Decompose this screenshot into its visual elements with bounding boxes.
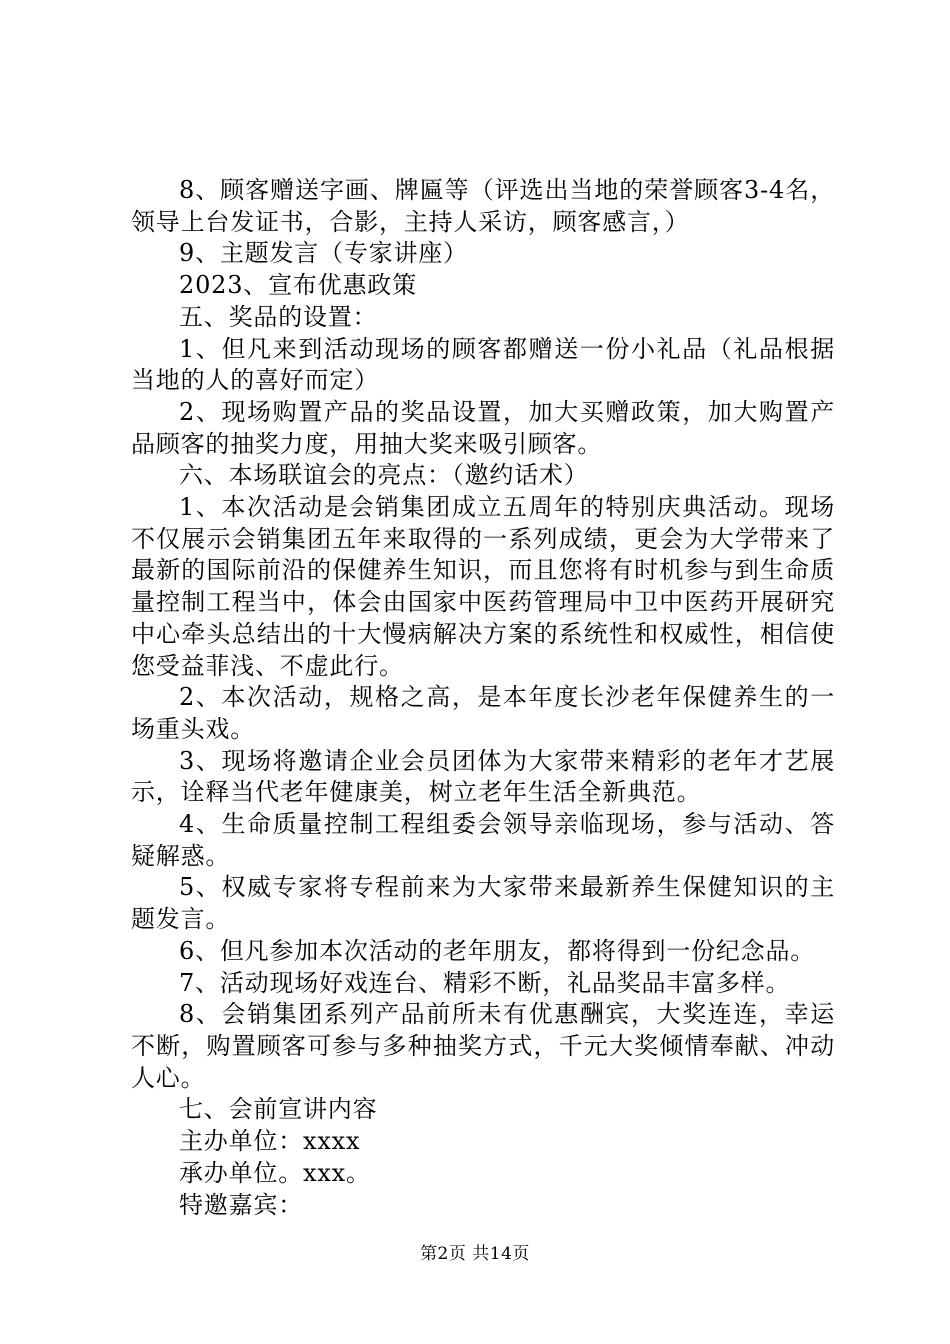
heading-prize-settings: 五、奖品的设置：	[179, 302, 378, 331]
paragraph-highlight-5: 5、权威专家将专程前来为大家带来最新养生保健知识的主题发言。	[131, 873, 835, 934]
paragraph-organizer: 主办单位：xxxx	[179, 1127, 361, 1156]
paragraph-keynote: 9、主题发言（专家讲座）	[179, 239, 468, 268]
paragraph-highlight-3: 3、现场将邀请企业会员团体为大家带来精彩的老年才艺展示，诠释当代老年健康美，树立老年生活全新典范。	[131, 746, 835, 807]
paragraph-highlight-7: 7、活动现场好戏连台、精彩不断，礼品奖品丰富多样。	[179, 968, 791, 997]
paragraph-highlight-1: 1、本次活动是会销集团成立五周年的特别庆典活动。现场不仅展示会销集团五年来取得的一系列成绩，更会为大学带来了最新的国际前沿的保健养生知识，而且您将有时机参与到生命质量控制工程当中，体会由国家中医药管理局中卫中医药开展研究中心牵头总结出的十大慢病解决方案的系统性和权威性，相信使您受益菲浅、不虚此行。	[131, 493, 835, 680]
page-number-footer: 第2页 共14页	[420, 1244, 530, 1264]
paragraph-prize-2: 2、现场购置产品的奖品设置，加大买赠政策，加大购置产品顾客的抽奖力度，用抽大奖来吸引顾客。	[131, 397, 835, 458]
paragraph-highlight-2: 2、本次活动，规格之高，是本年度长沙老年保健养生的一场重头戏。	[131, 683, 835, 743]
paragraph-prize-1: 1、但凡来到活动现场的顾客都赠送一份小礼品（礼品根据当地的人的喜好而定）	[131, 334, 835, 395]
paragraph-special-guests: 特邀嘉宾：	[179, 1190, 303, 1219]
heading-highlights: 六、本场联谊会的亮点：（邀约话术）	[179, 461, 589, 490]
paragraph-announce-policy: 2023、宣布优惠政策	[179, 271, 417, 300]
paragraph-highlight-6: 6、但凡参加本次活动的老年朋友，都将得到一份纪念品。	[179, 936, 816, 965]
heading-pre-meeting: 七、会前宣讲内容	[179, 1095, 378, 1124]
document-body	[131, 175, 835, 1221]
paragraph-highlight-4: 4、生命质量控制工程组委会领导亲临现场，参与活动、答疑解惑。	[131, 810, 835, 870]
paragraph-highlight-8: 8、会销集团系列产品前所未有优惠酬宾，大奖连连，幸运不断，购置顾客可参与多种抽奖方式，千元大奖倾情奉献、冲动人心。	[131, 1000, 835, 1092]
paragraph-guest-gifts: 8、顾客赠送字画、牌匾等（评选出当地的荣誉顾客3-4名，领导上台发证书，合影，主持人采访，顾客感言，）	[131, 176, 835, 236]
paragraph-co-organizer: 承办单位。xxx。	[179, 1158, 371, 1187]
